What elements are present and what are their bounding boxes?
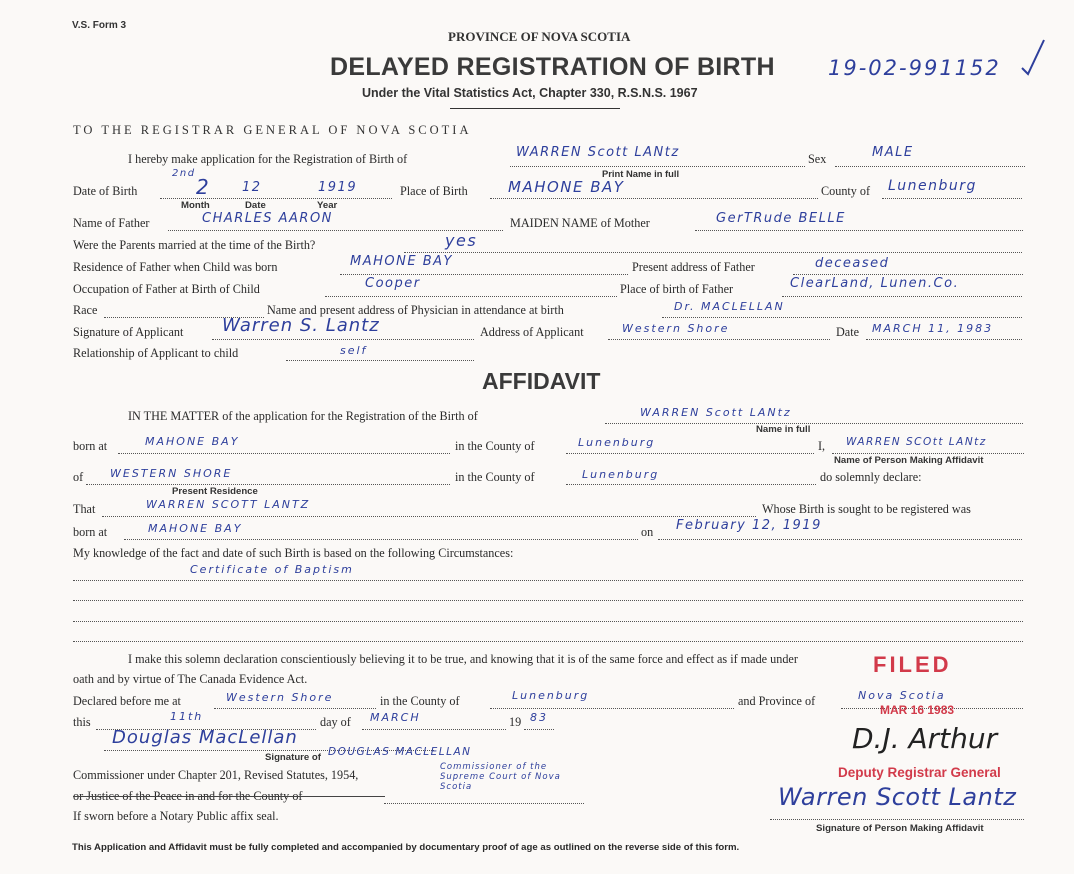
- registrar-address: TO THE REGISTRAR GENERAL OF NOVA SCOTIA: [73, 123, 472, 137]
- county-2-value[interactable]: Lunenburg: [582, 468, 660, 481]
- this-label: this: [73, 715, 91, 729]
- year-hint: Year: [317, 200, 338, 211]
- relationship-label: Relationship of Applicant to child: [73, 346, 239, 360]
- registration-number: 19-02-991152: [828, 56, 1001, 80]
- applicant-signature-label: Signature of Applicant: [73, 325, 184, 339]
- intro-label: I hereby make application for the Registration of Birth of: [128, 152, 408, 166]
- year-value[interactable]: 83: [530, 711, 548, 724]
- occupation-label: Occupation of Father at Birth of Child: [73, 282, 260, 296]
- sex-label: Sex: [808, 152, 827, 166]
- commissioner-note: Commissioner of the Supreme Court of Nova Scotia: [440, 762, 561, 792]
- month-value[interactable]: MARCH: [370, 711, 421, 724]
- this-day-value[interactable]: 11th: [170, 710, 204, 723]
- on-date-value[interactable]: February 12, 1919: [676, 518, 822, 533]
- solemn-text-1: I make this solemn declaration conscientiously believing it to be true, and knowing that it is of the same force and effect as if made under: [128, 652, 798, 666]
- father-value[interactable]: CHARLES AARON: [202, 211, 333, 226]
- justice-strikethrough: [73, 796, 385, 797]
- declare-label: do solemnly declare:: [820, 470, 922, 484]
- commissioner-name-value[interactable]: DOUGLAS MACLELLAN: [328, 746, 472, 758]
- res-father-value[interactable]: MAHONE BAY: [350, 254, 453, 269]
- form-subtitle: Under the Vital Statistics Act, Chapter 330, R.S.N.S. 1967: [362, 86, 698, 100]
- filed-stamp: FILED: [873, 652, 952, 677]
- province-label: and Province of: [738, 694, 816, 708]
- registrar-signature: D.J. Arthur: [852, 722, 998, 755]
- born-at-label: born at: [73, 439, 108, 453]
- father-label: Name of Father: [73, 216, 150, 230]
- province-heading: PROVINCE OF NOVA SCOTIA: [448, 29, 631, 44]
- sex-value[interactable]: MALE: [872, 145, 914, 160]
- date-hint: Date: [245, 200, 266, 211]
- dob-label: Date of Birth: [73, 184, 138, 198]
- affidavit-heading: AFFIDAVIT: [482, 368, 601, 394]
- of-label: of: [73, 470, 84, 484]
- checkmark-icon: [1020, 38, 1050, 78]
- person-hint: Name of Person Making Affidavit: [834, 455, 984, 466]
- pob-father-value[interactable]: ClearLand, Lunen.Co.: [790, 276, 960, 291]
- that-value[interactable]: WARREN SCOTT LANTZ: [146, 498, 311, 511]
- county-1-value[interactable]: Lunenburg: [578, 436, 656, 449]
- married-label: Were the Parents married at the time of the Birth?: [73, 238, 316, 252]
- born-at-2-value[interactable]: MAHONE BAY: [148, 522, 243, 535]
- dob-month-note: 2nd: [172, 168, 196, 179]
- name-full-hint: Name in full: [756, 424, 811, 435]
- filed-date-stamp: MAR 16 1983: [880, 703, 955, 717]
- married-value[interactable]: yes: [445, 231, 478, 250]
- notary-label: If sworn before a Notary Public affix seal.: [73, 809, 279, 823]
- county-value[interactable]: Lunenburg: [888, 178, 977, 194]
- date-label: Date: [836, 325, 860, 339]
- declared-label: Declared before me at: [73, 694, 181, 708]
- declared-county-value[interactable]: Lunenburg: [512, 689, 590, 702]
- footer-note: This Application and Affidavit must be fully completed and accompanied by documentary proof of age as outlined on the reverse side of this form.: [72, 842, 740, 853]
- dob-date-value[interactable]: 12: [242, 180, 262, 195]
- born-at-2-label: born at: [73, 525, 108, 539]
- physician-label: Name and present address of Physician in attendance at birth: [267, 303, 564, 317]
- form-number: V.S. Form 3: [72, 20, 127, 31]
- dob-year-value[interactable]: 1919: [318, 180, 358, 195]
- day-of-label: day of: [320, 715, 351, 729]
- county-1-label: in the County of: [455, 439, 535, 453]
- applicant-signature: Warren S. Lantz: [222, 315, 380, 336]
- physician-value[interactable]: Dr. MACLELLAN: [674, 300, 785, 313]
- matter-name-value[interactable]: WARREN Scott LANtz: [640, 406, 792, 419]
- solemn-text-2: oath and by virtue of The Canada Evidence Act.: [73, 672, 308, 686]
- mother-value[interactable]: GerTRude BELLE: [716, 211, 846, 226]
- pob-label: Place of Birth: [400, 184, 468, 198]
- present-father-label: Present address of Father: [632, 260, 755, 274]
- deponent-name-value[interactable]: WARREN SCOtt LANtz: [846, 436, 987, 448]
- justice-label: or Justice of the Peace in and for the County of: [73, 789, 303, 803]
- form-title: DELAYED REGISTRATION OF BIRTH: [330, 53, 775, 81]
- on-label: on: [641, 525, 654, 539]
- person-sig-hint: Signature of Person Making Affidavit: [816, 823, 984, 834]
- knowledge-label: My knowledge of the fact and date of such Birth is based on the following Circumstances:: [73, 546, 514, 560]
- declared-county-label: in the County of: [380, 694, 460, 708]
- dob-month-value[interactable]: 2: [196, 175, 211, 199]
- commissioner-label: Commissioner under Chapter 201, Revised Statutes, 1954,: [73, 768, 359, 782]
- deputy-registrar-label: Deputy Registrar General: [838, 765, 1001, 780]
- deponent-signature: Warren Scott Lantz: [778, 783, 1017, 811]
- circumstance-value[interactable]: Certificate of Baptism: [190, 563, 354, 576]
- applicant-address-value[interactable]: Western Shore: [622, 322, 730, 335]
- county-label: County of: [821, 184, 871, 198]
- residence-value[interactable]: WESTERN SHORE: [110, 467, 233, 480]
- res-father-label: Residence of Father when Child was born: [73, 260, 278, 274]
- occupation-value[interactable]: Cooper: [365, 276, 421, 291]
- declared-at-value[interactable]: Western Shore: [226, 691, 334, 704]
- applicant-address-label: Address of Applicant: [480, 325, 584, 339]
- that-label: That: [73, 502, 96, 516]
- race-label: Race: [73, 303, 98, 317]
- province-value[interactable]: Nova Scotia: [858, 689, 946, 702]
- present-residence-hint: Present Residence: [172, 486, 258, 497]
- born-at-value[interactable]: MAHONE BAY: [145, 435, 240, 448]
- year-prefix: 19: [509, 715, 522, 729]
- child-name-value[interactable]: WARREN Scott LANtz: [516, 145, 680, 160]
- relationship-value[interactable]: self: [340, 344, 368, 357]
- commissioner-signature: Douglas MacLellan: [112, 727, 298, 748]
- i-label: I,: [818, 439, 826, 453]
- date-value[interactable]: MARCH 11, 1983: [872, 322, 994, 335]
- mother-label: MAIDEN NAME of Mother: [510, 216, 650, 230]
- present-father-value[interactable]: deceased: [815, 256, 890, 271]
- pob-father-label: Place of birth of Father: [620, 282, 734, 296]
- title-rule: [450, 108, 620, 109]
- whose-birth-label: Whose Birth is sought to be registered was: [762, 502, 971, 516]
- pob-value[interactable]: MAHONE BAY: [508, 178, 625, 196]
- matter-label: IN THE MATTER of the application for the Registration of the Birth of: [128, 409, 478, 423]
- print-name-hint: Print Name in full: [602, 168, 680, 179]
- county-2-label: in the County of: [455, 470, 535, 484]
- month-hint: Month: [181, 200, 210, 211]
- signature-of-hint: Signature of: [265, 752, 321, 763]
